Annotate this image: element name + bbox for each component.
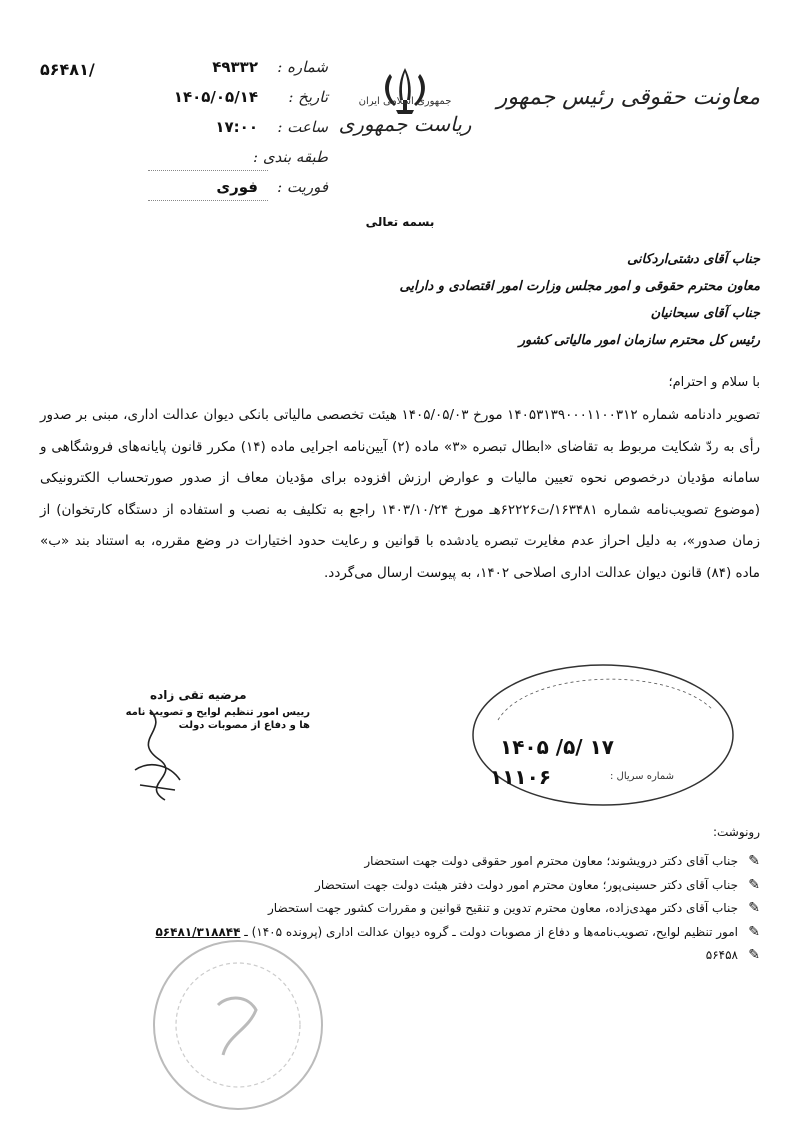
department-title: معاونت حقوقی رئیس جمهور: [496, 85, 760, 110]
stamp-date: ۱۴۰۵ /۵/ ۱۷: [500, 735, 614, 759]
date-label: تاریخ :: [288, 88, 328, 106]
date-row: [38, 88, 328, 118]
cc-item: [120, 850, 760, 874]
urgency-label: فوریت :: [277, 178, 328, 196]
number-label: شماره :: [277, 58, 328, 76]
stamp-serial-value: ۱۱۱۰۶: [490, 765, 552, 789]
stamp-serial-label: شماره سریال :: [610, 771, 674, 782]
cc-label: رونوشت:: [712, 825, 760, 839]
cc-item-text: جناب آقای دکتر حسینی‌پور؛ معاون محترم امور دولت دفتر هیئت دولت جهت استحضار: [315, 877, 738, 892]
cc-item-text: جناب آقای دکتر مهدی‌زاده، معاون محترم تدوین و تنقیح قوانین و مقررات کشور جهت استحضار: [268, 901, 738, 915]
cc-bullet-icon: ✎: [748, 923, 760, 940]
addressee-1: جناب آقای دشتی‌اردکانی: [627, 252, 760, 267]
cc-item-text: امور تنظیم لوایح، تصویب‌نامه‌ها و دفاع از مصوبات دولت ـ گروه دیوان عدالت اداری (پرونده ۱۴۰۵) ـ: [244, 924, 738, 939]
classification-row: [38, 148, 328, 178]
time-value: ۱۷:۰۰: [215, 118, 258, 136]
urgency-row: [38, 178, 328, 208]
date-value: ۱۴۰۵/۰۵/۱۴: [173, 88, 258, 106]
emblem-subtitle: جمهوری اسلامی ایران: [358, 96, 452, 107]
addressee-4: رئیس کل محترم سازمان امور مالیاتی کشور: [518, 333, 760, 348]
addressee-3: جناب آقای سبحانیان: [650, 306, 760, 321]
time-row: [38, 118, 328, 148]
signatory-title: رییس امور تنظیم لوایح و تصویب نامه ها و دفاع از مصوبات دولت: [125, 707, 310, 731]
cc-file-reference: ۵۶۴۸۱/۳۱۸۸۴۴: [155, 924, 241, 939]
cc-bullet-icon: ✎: [748, 947, 760, 963]
round-stamp-icon: [148, 935, 328, 1115]
emblem-title: ریاست جمهوری: [338, 112, 472, 136]
reference-number: ۵۶۴۸۱/: [40, 60, 95, 79]
number-row: [38, 58, 328, 88]
cc-item: [120, 897, 760, 921]
letter-body: تصویر دادنامه شماره ۱۴۰۵۳۱۳۹۰۰۰۱۱۰۰۳۱۲ مورخ ۱۴۰۵/۰۵/۰۳ هیئت تخصصی مالیاتی بانکی دیوان عدالت اداری، مبنی بر صدور رأی به ردّ شکایت مربوط به تقاضای «ابطال تبصره «۳» ماده (۲) آیین‌نامه اجرایی ماده (۱۴) مکرر قانون پایانه‌های فروشگاهی و سامانه مؤدیان درخصوص نحوه تعیین مالیات و عوارض ارزش افزوده برای مؤدیان معاف از صدور صورتحساب الکترونیکی (موضوع تصویب‌نامه شماره ۱۶۳۴۸۱/ت۶۲۲۲۶هـ مورخ ۱۴۰۳/۱۰/۲۴ راجع به تکلیف به نصب و استفاده از دستگاه کارتخوان) از زمان صدور»، به دلیل احراز عدم مغایرت تبصره یادشده با قوانین و رعایت حدود اختیارات در وضع مقرره، به استناد بند «ب» ماده (۸۴) قانون دیوان عدالت اداری اصلاحی ۱۴۰۲، به پیوست ارسال می‌گردد.: [40, 407, 760, 581]
addressee-2: معاون محترم حقوقی و امور مجلس وزارت امور اقتصادی و دارایی: [399, 279, 760, 294]
cc-bullet-icon: ✎: [748, 900, 760, 916]
classification-line: [148, 170, 268, 171]
letter-meta: [38, 58, 328, 208]
cc-item-text: جناب آقای دکتر درویشوند؛ معاون محترم امور حقوقی دولت جهت استحضار: [364, 854, 738, 868]
urgency-value: فوری: [216, 178, 258, 196]
cc-item-text: ۵۶۴۵۸: [705, 948, 738, 962]
number-value: ۴۹۳۳۲: [212, 58, 258, 76]
cc-bullet-icon: ✎: [748, 876, 760, 893]
besmellah: بسمه تعالی: [365, 215, 435, 229]
greeting: با سلام و احترام؛: [668, 375, 760, 390]
time-label: ساعت :: [277, 118, 328, 136]
signatory-name: مرضیه تقی زاده: [150, 688, 247, 702]
urgency-line: [148, 200, 268, 201]
classification-label: طبقه بندی :: [253, 148, 328, 166]
cc-item: [120, 874, 760, 898]
signature-icon: [110, 690, 200, 810]
cc-bullet-icon: ✎: [748, 853, 760, 869]
